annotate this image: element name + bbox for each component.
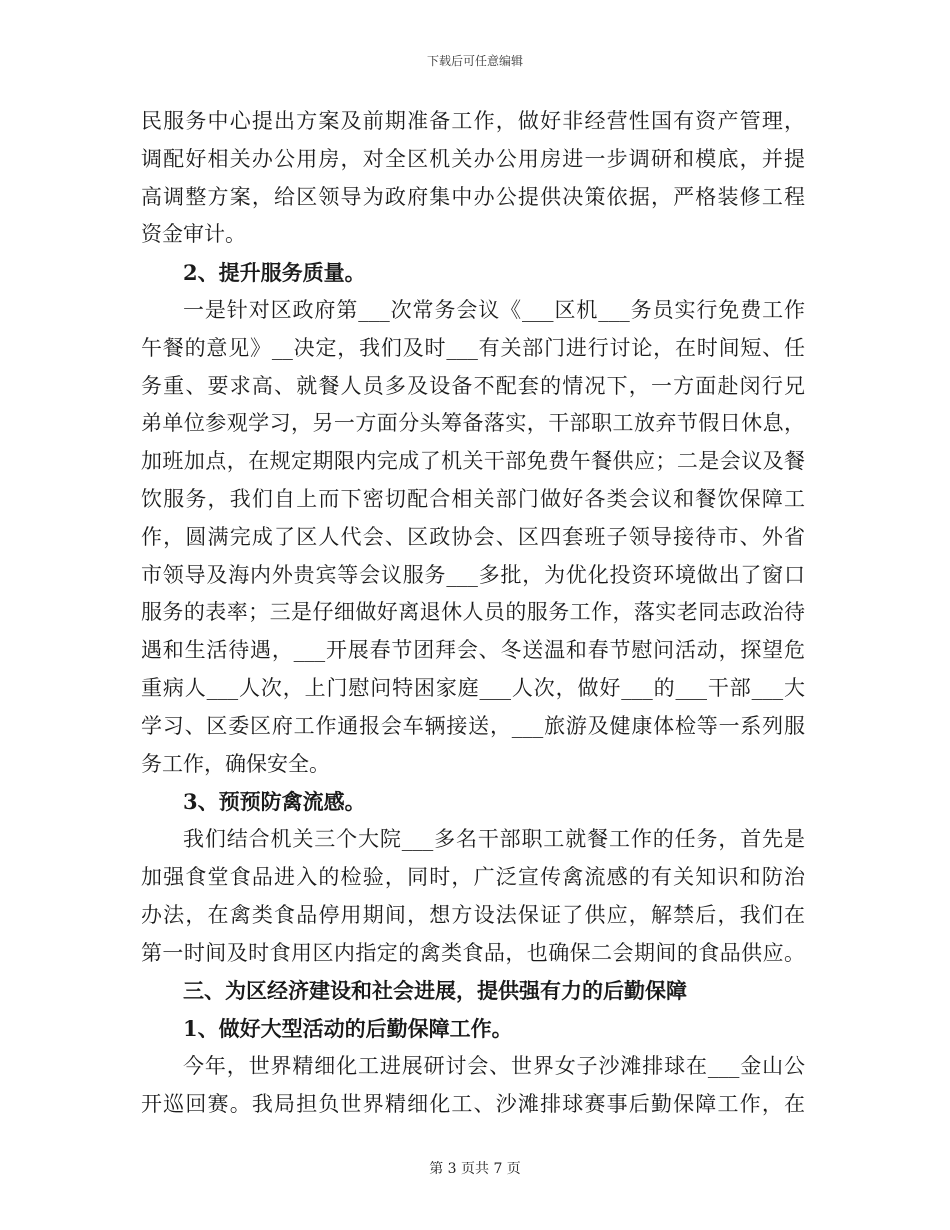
text-line: 务工作，确保安全。 — [141, 751, 330, 776]
text-line: 第一时间及时食用区内指定的禽类食品，也确保二会期间的食品供应。 — [141, 940, 805, 965]
text-line: 饮服务，我们自上而下密切配合相关部门做好各类会议和餐饮保障工 — [141, 486, 805, 511]
text-line: 重病人___人次，上门慰问特困家庭___人次，做好___的___干部___大 — [141, 675, 805, 700]
text-line: 高调整方案，给区领导为政府集中办公提供决策依据，严格装修工程 — [141, 184, 805, 209]
text-line: 一是针对区政府第___次常务会议《___区机___务员实行免费工作 — [183, 297, 805, 322]
text-line: 作，圆满完成了区人代会、区政协会、区四套班子领导接待市、外省 — [141, 524, 805, 549]
text-line: 开巡回赛。我局担负世界精细化工、沙滩排球赛事后勤保障工作，在 — [141, 1091, 805, 1116]
text-line: 午餐的意见》__决定，我们及时___有关部门进行讨论，在时间短、任 — [141, 335, 805, 360]
text-line: 办法，在禽类食品停用期间，想方设法保证了供应，解禁后，我们在 — [141, 902, 805, 927]
chapter-heading: 三、为区经济建设和社会进展，提供强有力的后勤保障 — [183, 978, 687, 1004]
text-line: 加班加点，在规定期限内完成了机关干部免费午餐供应；二是会议及餐 — [141, 449, 805, 474]
text-line: 民服务中心提出方案及前期准备工作，做好非经营性国有资产管理， — [141, 109, 805, 133]
text-line: 加强食堂食品进入的检验，同时，广泛宣传禽流感的有关知识和防治 — [141, 864, 805, 889]
section-heading: 2、提升服务质量。 — [183, 260, 366, 286]
text-line: 市领导及海内外贵宾等会议服务___多批，为优化投资环境做出了窗口 — [141, 562, 805, 587]
text-line: 弟单位参观学习，另一方面分头筹备落实，干部职工放弃节假日休息， — [141, 411, 805, 436]
text-line: 今年，世界精细化工进展研讨会、世界女子沙滩排球在___金山公 — [183, 1053, 805, 1078]
text-line: 学习、区委区府工作通报会车辆接送，___旅游及健康体检等一系列服 — [141, 713, 805, 738]
text-line: 调配好相关办公用房，对全区机关办公用房进一步调研和模底，并提 — [141, 146, 805, 171]
document-body — [141, 103, 805, 1124]
section-heading: 1、做好大型活动的后勤保障工作。 — [183, 1016, 513, 1042]
text-line: 遇和生活待遇，___开展春节团拜会、冬送温和春节慰问活动，探望危 — [141, 638, 805, 663]
page-footer: 第 3 页共 7 页 — [429, 1161, 521, 1177]
text-line: 我们结合机关三个大院___多名干部职工就餐工作的任务，首先是 — [183, 827, 805, 852]
section-heading: 3、预预防禽流感。 — [183, 789, 366, 815]
text-line: 服务的表率；三是仔细做好离退休人员的服务工作，落实老同志政治待 — [141, 600, 805, 625]
text-line: 务重、要求高、就餐人员多及设备不配套的情况下，一方面赴闵行兄 — [141, 373, 805, 398]
page-header: 下载后可任意编辑 — [426, 54, 523, 68]
text-line: 资金审计。 — [141, 222, 246, 247]
